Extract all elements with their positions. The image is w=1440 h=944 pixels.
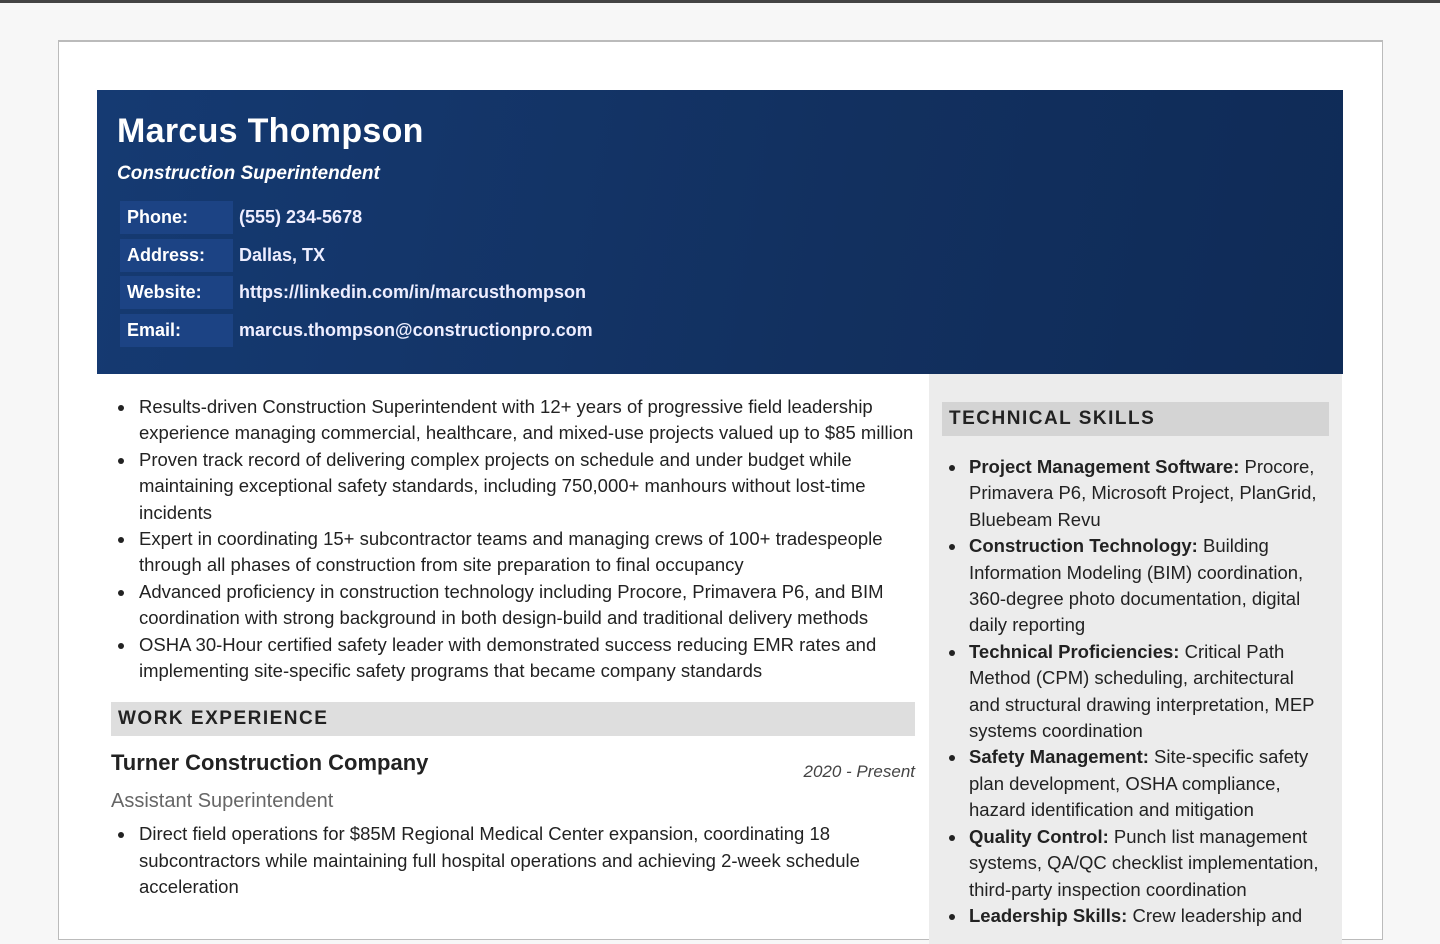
work-experience-heading: WORK EXPERIENCE — [111, 702, 915, 736]
skill-item — [942, 533, 1329, 639]
skill-text: Punch list management systems, QA/QC checklist implementation, third-party inspection coordination — [969, 825, 1319, 900]
contact-row-address — [117, 237, 1323, 275]
contact-value: (555) 234-5678 — [239, 207, 363, 228]
job-role: Assistant Superintendent — [111, 790, 334, 813]
contact-value: Dallas, TX — [239, 244, 326, 265]
contact-row-email — [117, 312, 1323, 350]
skill-item — [942, 903, 1329, 929]
skill-text: Critical Path Method (CPM) scheduling, architectural and structural drawing interpretation, MEP systems coordination — [969, 640, 1315, 742]
job-dates: 2020 - Present — [803, 762, 915, 782]
contact-table — [117, 199, 1323, 349]
browser-top-edge — [0, 0, 1440, 3]
contact-label: Phone: — [120, 201, 233, 234]
main-column — [111, 394, 915, 901]
skill-item — [942, 744, 1329, 823]
website-link[interactable]: https://linkedin.com/in/marcusthompson — [239, 282, 587, 303]
skill-label: Quality Control: — [969, 825, 1109, 847]
contact-label: Address: — [120, 239, 233, 272]
skill-label: Project Management Software: — [969, 456, 1240, 477]
skills-sidebar — [929, 374, 1342, 944]
skill-text: Procore, Primavera P6, Microsoft Project, PlanGrid, Bluebeam Revu — [969, 456, 1317, 530]
job-bullets — [111, 821, 915, 900]
skill-label: Construction Technology: — [969, 535, 1198, 557]
email-link[interactable]: marcus.thompson@constructionpro.com — [239, 319, 593, 340]
skill-text: Crew leadership and — [1127, 904, 1303, 926]
summary-item: Expert in coordinating 15+ subcontractor teams and managing crews of 100+ tradespeople through all phases of construction from site preparation to final occupancy — [111, 526, 915, 579]
candidate-title: Construction Superintendent — [117, 163, 380, 184]
company-name: Turner Construction Company — [111, 750, 429, 776]
job-bullet: Direct field operations for $85M Regional Medical Center expansion, coordinating 18 subcontractors while maintaining full hospital operations and achieving 2-week schedule acceleration — [111, 821, 915, 900]
technical-skills-heading: TECHNICAL SKILLS — [942, 402, 1329, 436]
skill-label: Technical Proficiencies: — [969, 640, 1180, 662]
resume-page — [58, 40, 1383, 940]
candidate-name: Marcus Thompson — [117, 112, 424, 150]
skill-item — [942, 454, 1329, 533]
summary-item: OSHA 30-Hour certified safety leader with demonstrated success reducing EMR rates and implementing site-specific safety programs that became company standards — [111, 632, 915, 685]
resume-header — [97, 90, 1343, 374]
summary-item: Proven track record of delivering complex projects on schedule and under budget while maintaining exceptional safety standards, including 750,000+ manhours without lost-time incidents — [111, 447, 915, 526]
skills-list — [942, 454, 1329, 929]
skill-label: Leadership Skills: — [969, 904, 1128, 926]
skill-label: Safety Management: — [969, 746, 1149, 768]
contact-label: Email: — [120, 314, 233, 347]
skill-item — [942, 824, 1329, 903]
contact-row-website — [117, 274, 1323, 312]
skill-text: Building Information Modeling (BIM) coordination, 360-degree photo documentation, digital daily reporting — [969, 535, 1304, 636]
summary-item: Advanced proficiency in construction technology including Procore, Primavera P6, and BIM coordination with strong background in both design-build and traditional delivery methods — [111, 579, 915, 632]
summary-list — [111, 394, 915, 684]
contact-row-phone — [117, 199, 1323, 237]
skill-text: Site-specific safety plan development, OSHA compliance, hazard identification and mitigation — [969, 746, 1309, 821]
job-header — [111, 750, 915, 782]
summary-item: Results-driven Construction Superintendent with 12+ years of progressive field leadership experience managing commercial, healthcare, and mixed-use projects valued up to $85 million — [111, 394, 915, 447]
skill-item — [942, 639, 1329, 745]
contact-label: Website: — [120, 276, 233, 309]
